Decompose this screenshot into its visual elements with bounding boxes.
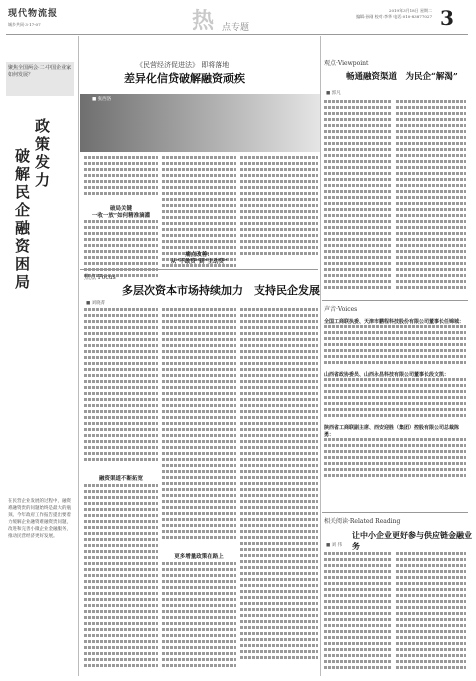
related-divider [322,512,468,513]
header-meta [352,8,432,20]
article1-col1a [84,156,158,200]
focus-col2b [162,562,236,676]
focus-col3 [240,308,318,676]
sidebar-title-1: 政策发力 [33,118,51,190]
focus-subhead-1: 融资渠道不断拓宽 [98,476,143,482]
page-number: 3 [440,6,454,30]
voices-divider [322,300,468,301]
related-label: 相关阅读·Related Reading [324,518,401,525]
sidebar-divider [78,36,79,676]
sidebar-banner: 聚焦全国两会·二·中国企业家如何发展？ [6,62,74,96]
voice-title-1: 全国工商联执委、天津市鹏程科技股份有限公司董事长任锦城： [324,319,465,325]
voice-text-3 [324,438,466,478]
viewpoint-col1 [324,100,392,296]
article1-subhead-4: 从“不敢贷”到“主动贷” [170,259,228,265]
article1-col1b [84,220,158,280]
right-column-divider [320,36,321,676]
focus-label: 焦点·Focus [84,274,116,281]
focus-headline: 多层次资本市场持续加力 支持民企发展 [122,284,320,297]
article1-byline: ■ 张西洛 [92,97,112,102]
voice-text-1 [324,325,466,365]
voices-list [324,316,466,478]
masthead-logo: 现代物流报 [8,9,59,19]
article1-headline: 差异化信贷破解融资顽疾 [124,72,245,85]
article1-photo [80,94,320,152]
date-line: 2019年3月18日 星期二 [388,8,432,13]
editor-line: 编辑:孙刚 校对:李华 电话:010-83877027 [356,14,432,19]
viewpoint-headline: 畅通融资渠道 为民企“解渴” [346,72,458,82]
article1-col3 [240,156,318,266]
viewpoint-byline: ■ 郭凡 [326,91,341,96]
sidebar-intro: 在民营企业发展的过程中，融资难融资贵的问题始终是最大的瓶颈。今年政府工作报告提出要着力缓解企业融资难融资贵问题，改进和完善小微企业金融服务，推动民营经济更好发展。 [8,499,71,539]
focus-col1b [84,484,158,676]
related-byline: ■ 刘 伟 [326,543,343,548]
header-divider [6,34,468,35]
focus-divider [80,269,318,270]
article1-subhead-1: 破局关键 [109,206,132,212]
page-meta: 城乡共同·3·17-07 [8,22,41,27]
sidebar-title-2: 破解民企融资困局 [13,148,31,292]
viewpoint-col2 [396,100,466,296]
related-col1 [324,552,392,676]
focus-col1 [84,308,158,470]
related-col2 [396,552,466,676]
voice-title-2: 山西省政协委员、山西永昌科技有限公司董事长段文凯： [324,372,450,378]
related-headline: 让中小企业更好参与供应链金融业务 [352,530,472,551]
voices-label: 声音·Voices [324,306,358,313]
article1-subhead-3: 痛点改善： [185,252,213,258]
voice-title-3: 陕西省工商联副主席、西安迎胜（集团）控股有限公司总裁陈勇： [324,425,460,438]
voice-text-2 [324,378,466,418]
focus-byline: ■ 刘晓菁 [86,301,106,306]
focus-subhead-2: 更多增量政策在路上 [174,554,224,560]
focus-col2 [162,308,236,548]
viewpoint-label: 观点·Viewpoint [324,60,369,67]
topic-subtitle: 点专题 [222,23,250,33]
article1-kicker: 《民营经济促进法》 即将落地 [136,61,230,69]
topic-title: 热 [192,8,215,34]
article1-subhead-2: 一收一放”如何精准滴灌 [91,213,151,219]
